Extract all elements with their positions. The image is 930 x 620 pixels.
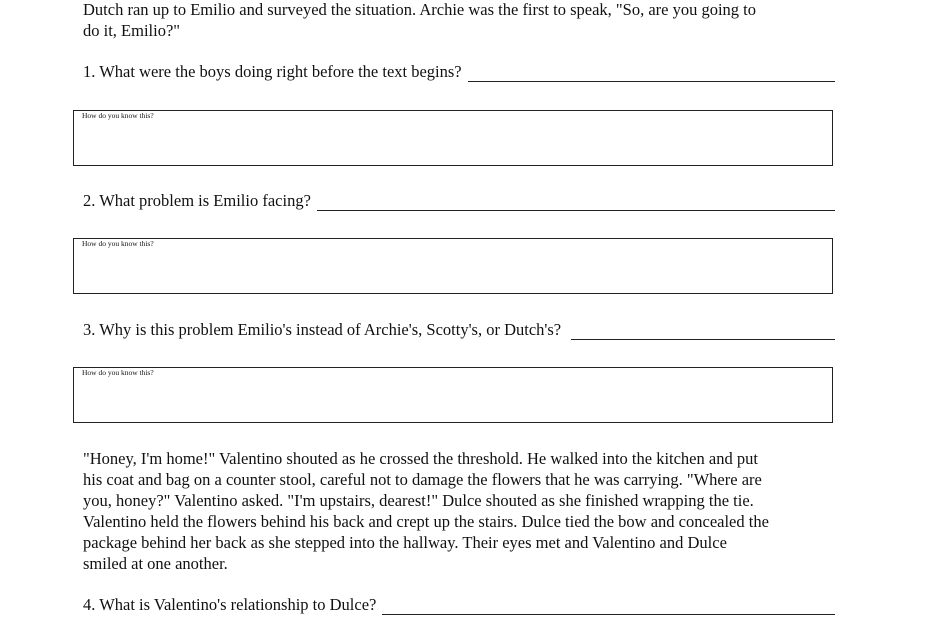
passage-line: Valentino held the flowers behind his back and crept up the stairs. Dulce tied the bow and concealed the	[83, 512, 769, 531]
question-text: 2. What problem is Emilio facing?	[83, 191, 311, 210]
passage-line: smiled at one another.	[83, 554, 228, 573]
evidence-box-1[interactable]	[73, 110, 833, 166]
question-1	[83, 62, 835, 82]
answer-line[interactable]	[317, 195, 835, 211]
passage-line: his coat and bag on a counter stool, careful not to damage the flowers that he was carrying. "Where are	[83, 470, 762, 489]
evidence-box-3[interactable]	[73, 367, 833, 423]
passage-line: you, honey?" Valentino asked. "I'm upstairs, dearest!" Dulce shouted as she finished wrapping the tie.	[83, 491, 754, 510]
question-text: 3. Why is this problem Emilio's instead of Archie's, Scotty's, or Dutch's?	[83, 320, 562, 339]
box-label: How do you know this?	[82, 368, 154, 377]
intro-line: Dutch ran up to Emilio and surveyed the situation. Archie was the first to speak, "So, are you going to	[83, 0, 757, 19]
passage-line: "Honey, I'm home!" Valentino shouted as he crossed the threshold. He walked into the kitchen and put	[83, 449, 758, 468]
question-3	[83, 320, 835, 340]
answer-line[interactable]	[382, 599, 835, 615]
question-text: 4. What is Valentino's relationship to Dulce?	[83, 595, 377, 614]
box-label: How do you know this?	[82, 239, 154, 248]
box-label: How do you know this?	[82, 111, 154, 120]
intro-paragraph	[83, 0, 853, 41]
question-4	[83, 595, 835, 615]
intro-line: do it, Emilio?"	[83, 21, 181, 40]
answer-line[interactable]	[468, 66, 835, 82]
passage-line: package behind her back as she stepped into the hallway. Their eyes met and Valentino and Dulce	[83, 533, 727, 552]
question-2	[83, 191, 835, 211]
answer-line[interactable]	[571, 324, 835, 340]
evidence-box-2[interactable]	[73, 238, 833, 294]
question-text: 1. What were the boys doing right before the text begins?	[83, 62, 462, 81]
passage-2	[83, 448, 853, 574]
